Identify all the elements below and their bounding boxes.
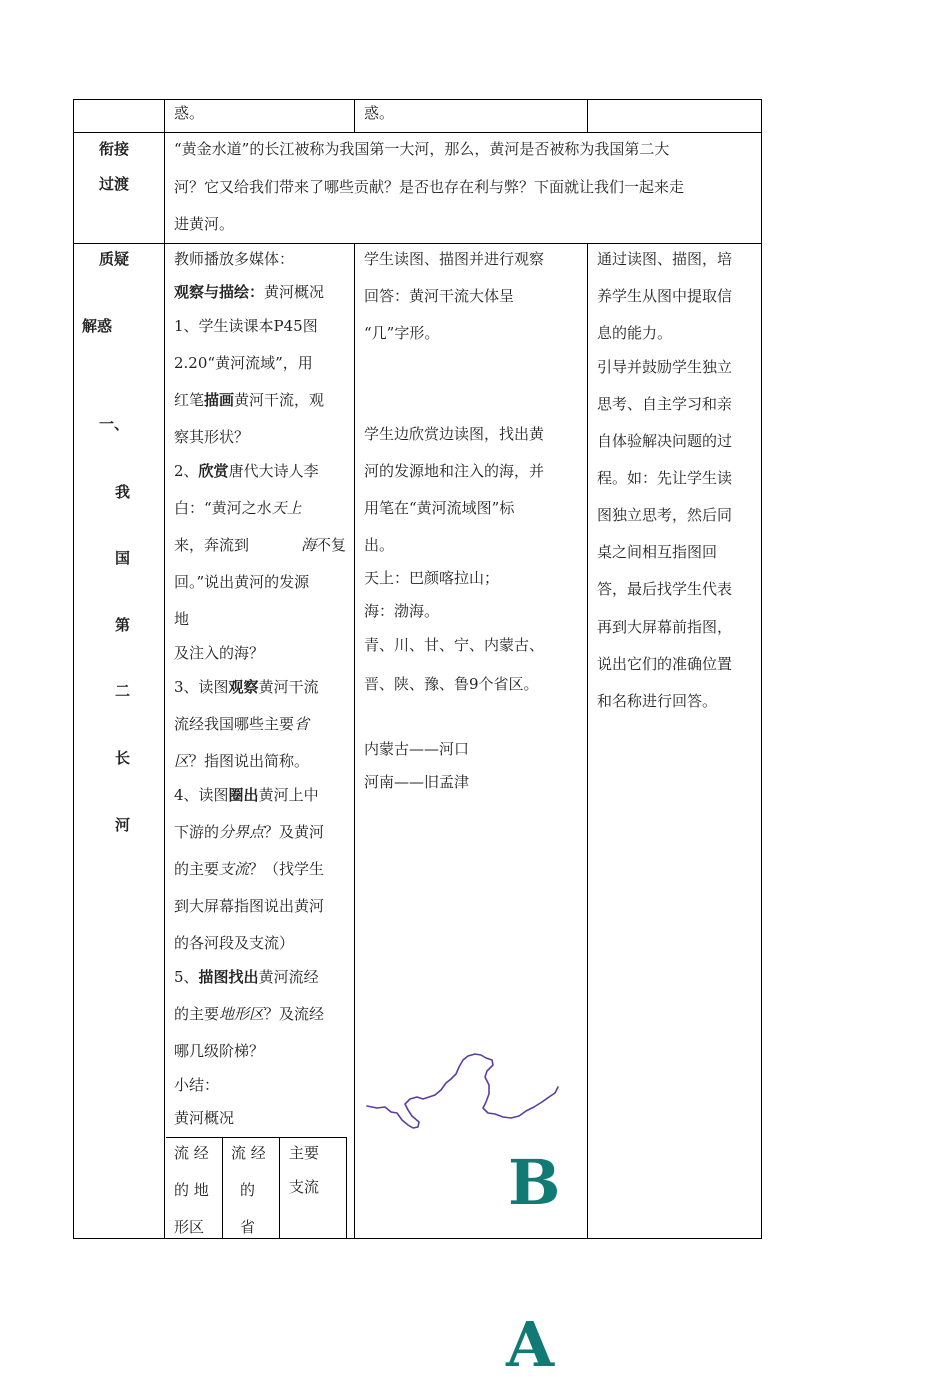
transition-text: 河？它又给我们带来了哪些贡献？是否也存在利与弊？下面就让我们一起来走 xyxy=(174,178,685,196)
intent-line: 通过读图、描图，培 xyxy=(597,250,733,268)
top-row-cell: 惑。 xyxy=(174,104,205,122)
student-line: 学生读图、描图并进行观察 xyxy=(364,250,545,268)
inner-table-cell: 形区 xyxy=(174,1218,205,1236)
teacher-line: 5、描图找出黄河流经 xyxy=(174,968,319,986)
teacher-line: 教师播放多媒体： xyxy=(174,250,295,268)
section-header-char: 一、 xyxy=(99,415,130,433)
inner-table-cell: 的 xyxy=(240,1181,256,1199)
inner-table-top xyxy=(166,1137,347,1138)
table-col-divider xyxy=(587,99,588,133)
teacher-line: 区？指图说出简称。 xyxy=(174,752,310,770)
intent-line: 图独立思考，然后同 xyxy=(597,506,733,524)
inner-table-cell: 流 经 xyxy=(231,1144,266,1162)
inner-table-right xyxy=(346,1137,347,1238)
teacher-line: 4、读图圈出黄河上中 xyxy=(174,786,319,804)
teacher-line: 的各河段及支流） xyxy=(174,934,295,952)
student-line: 海：渤海。 xyxy=(364,602,440,620)
table-col-divider xyxy=(164,99,165,1239)
inner-table-divider xyxy=(222,1137,223,1238)
teacher-line: 3、读图观察黄河干流 xyxy=(174,678,319,696)
table-right-border xyxy=(761,99,762,1239)
student-line: “几”字形。 xyxy=(364,324,440,342)
section-header-char: 长 xyxy=(115,749,131,767)
section-header: 解惑 xyxy=(82,317,113,335)
teacher-line: 下游的分界点？及黄河 xyxy=(174,823,325,841)
student-line: 河的发源地和注入的海，并 xyxy=(364,462,545,480)
teacher-line: 及注入的海？ xyxy=(174,644,265,662)
transition-text: 进黄河。 xyxy=(174,215,235,233)
table-row-divider xyxy=(73,132,762,133)
section-header-char: 二 xyxy=(115,682,131,700)
map-label-b: B xyxy=(508,1146,561,1219)
teacher-line: 2、欣赏唐代大诗人李 xyxy=(174,462,319,480)
teacher-line: 察其形状？ xyxy=(174,428,250,446)
inner-table-divider xyxy=(279,1137,280,1238)
section-header-char: 我 xyxy=(115,483,131,501)
teacher-line: 地 xyxy=(174,610,190,628)
student-line: 天上：巴颜喀拉山； xyxy=(364,569,500,587)
teacher-line: 到大屏幕指图说出黄河 xyxy=(174,897,325,915)
inner-table-cell: 的 地 xyxy=(174,1181,209,1199)
student-line: 学生边欣赏边读图，找出黄 xyxy=(364,425,545,443)
table-col-divider xyxy=(354,99,355,133)
teacher-line: 流经我国哪些主要省 xyxy=(174,715,310,733)
teacher-line: 观察与描绘：黄河概况 xyxy=(174,283,325,301)
student-line: 回答：黄河干流大体呈 xyxy=(364,287,515,305)
teacher-line: 红笔描画黄河干流，观 xyxy=(174,391,325,409)
teacher-line: 的主要支流？（找学生 xyxy=(174,860,325,878)
intent-line: 程。如：先让学生读 xyxy=(597,469,733,487)
inner-table-cell: 流 经 xyxy=(174,1144,209,1162)
teacher-line: 1、学生读课本P45图 xyxy=(174,317,318,335)
inner-table-cell: 主要 xyxy=(289,1144,320,1162)
table-left-border xyxy=(73,99,74,1239)
intent-line: 说出它们的准确位置 xyxy=(597,655,733,673)
intent-line: 息的能力。 xyxy=(597,324,673,342)
student-line: 用笔在“黄河流域图”标 xyxy=(364,499,515,517)
section-header-char: 第 xyxy=(115,616,131,634)
transition-text: “黄金水道”的长江被称为我国第一大河，那么，黄河是否被称为我国第二大 xyxy=(174,140,670,158)
teacher-line: 哪几级阶梯？ xyxy=(174,1042,265,1060)
inner-table-cell: 支流 xyxy=(289,1178,320,1196)
river-line xyxy=(367,1054,558,1128)
section-header-char: 国 xyxy=(115,549,131,567)
teacher-line: 2.20“黄河流域”，用 xyxy=(174,354,313,372)
table-row-divider xyxy=(73,243,762,244)
intent-line: 思考、自主学习和亲 xyxy=(597,395,733,413)
section-header: 质疑 xyxy=(99,250,130,268)
table-col-divider xyxy=(587,243,588,1239)
student-line: 内蒙古——河口 xyxy=(364,740,470,758)
intent-line: 再到大屏幕前指图， xyxy=(597,618,733,636)
yellow-river-sketch xyxy=(355,1040,575,1140)
intent-line: 自体验解决问题的过 xyxy=(597,432,733,450)
student-line: 出。 xyxy=(364,536,395,554)
inner-table-cell: 省 xyxy=(240,1218,256,1236)
intent-line: 和名称进行回答。 xyxy=(597,692,718,710)
teacher-line: 的主要地形区？及流经 xyxy=(174,1005,325,1023)
table-bottom-border xyxy=(73,1238,762,1239)
teacher-line: 黄河概况 xyxy=(174,1109,235,1127)
intent-line: 答，最后找学生代表 xyxy=(597,580,733,598)
teacher-line: 小结： xyxy=(174,1076,220,1094)
teacher-line: 来，奔流到 海不复 xyxy=(174,536,346,554)
transition-header: 衔接 xyxy=(99,140,130,158)
intent-line: 引导并鼓励学生独立 xyxy=(597,358,733,376)
student-line: 青、川、甘、宁、内蒙古、 xyxy=(364,636,545,654)
intent-line: 桌之间相互指图回 xyxy=(597,543,718,561)
transition-header: 过渡 xyxy=(99,175,130,193)
teacher-line: 白：“黄河之水天上 xyxy=(174,499,302,517)
map-label-a: A xyxy=(506,1308,555,1381)
section-header-char: 河 xyxy=(115,816,131,834)
teacher-line: 回。”说出黄河的发源 xyxy=(174,573,310,591)
student-line: 晋、陕、豫、鲁9个省区。 xyxy=(364,675,539,693)
intent-line: 养学生从图中提取信 xyxy=(597,287,733,305)
student-line: 河南——旧孟津 xyxy=(364,773,470,791)
top-row-cell: 惑。 xyxy=(364,104,395,122)
table-top-border xyxy=(73,99,762,100)
